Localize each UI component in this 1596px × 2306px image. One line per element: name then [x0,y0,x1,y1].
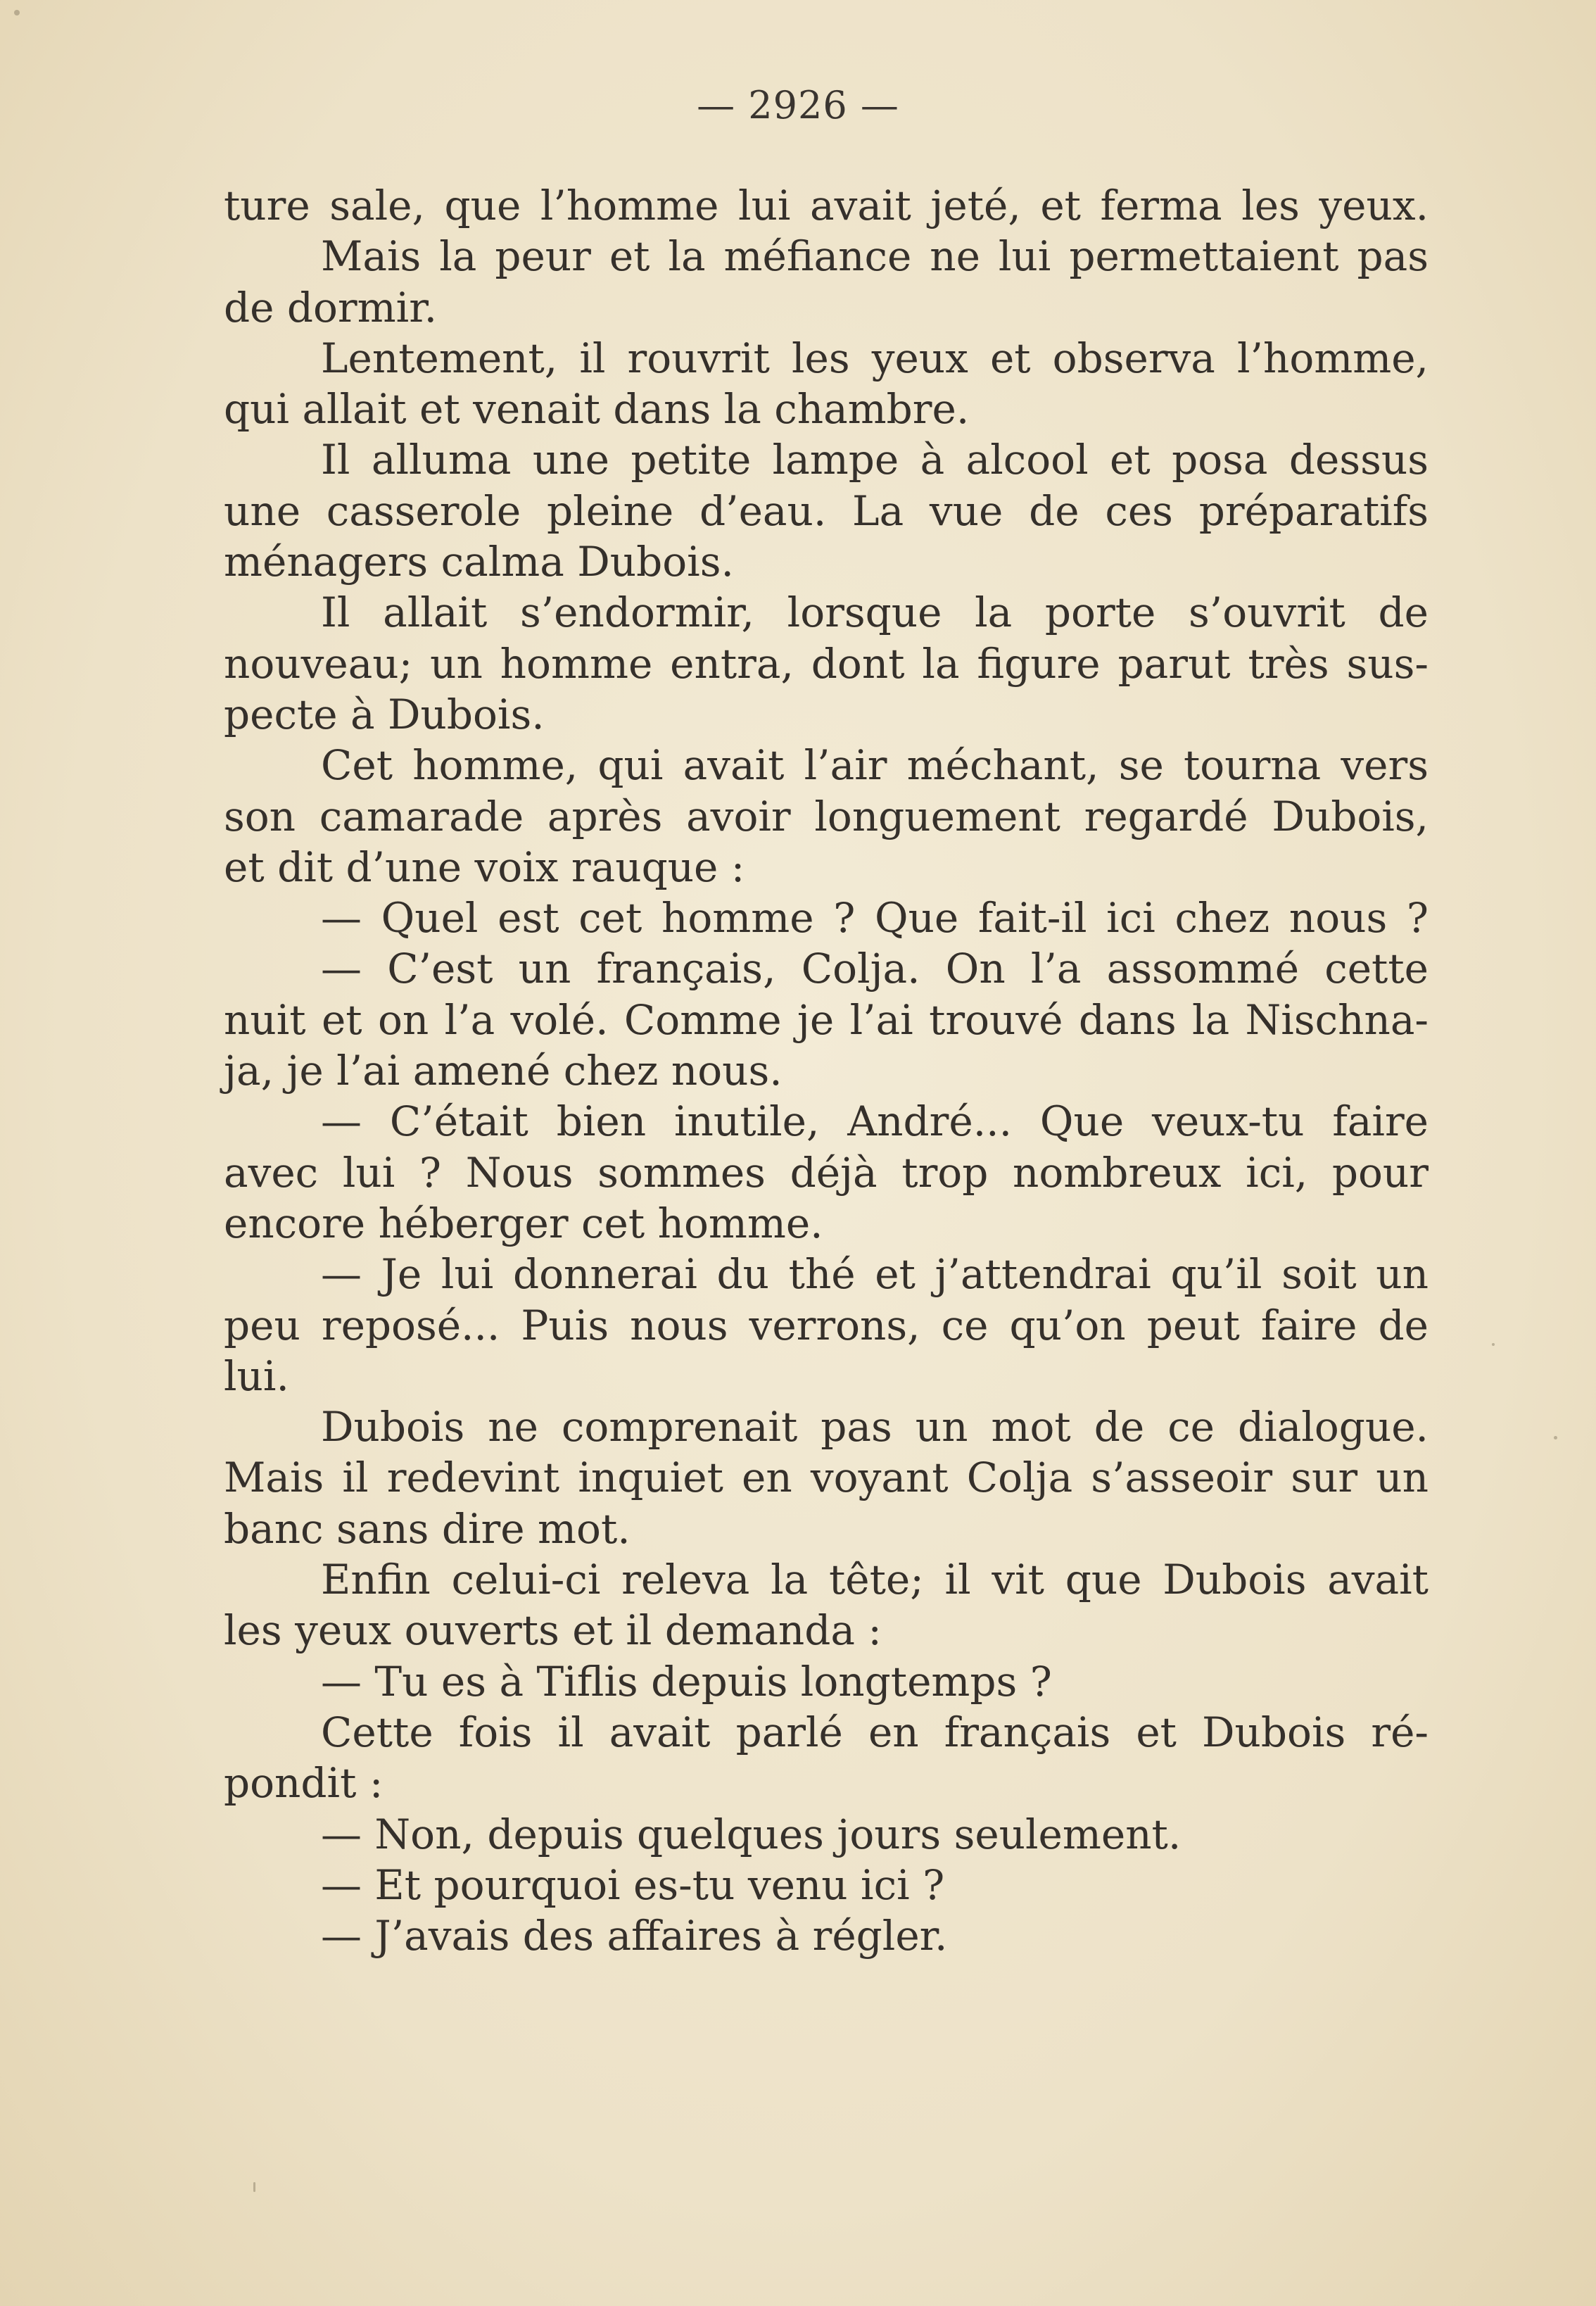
text-line: nuit et on l’a volé. Comme je l’ai trouvé dans la Nischna- [224,995,1429,1044]
paper-speck [1492,1343,1495,1346]
text-line: ture sale, que l’homme lui avait jeté, et ferma les yeux. [224,182,1429,229]
text-line: les yeux ouverts et il demanda : [224,1606,882,1655]
text-line: Cette fois il avait parlé en français et Dubois ré- [321,1708,1429,1756]
text-line: Mais la peur et la méfiance ne lui permettaient pas [321,232,1429,281]
text-line: pecte à Dubois. [224,690,545,738]
paper-speck [253,2182,255,2192]
text-line: une casserole pleine d’eau. La vue de ces préparatifs [224,486,1429,535]
text-line: Enfin celui-ci releva la tête; il vit que Dubois avait [321,1556,1429,1604]
text-line: — Et pourquoi es-tu venu ici ? [321,1860,945,1909]
text-line: encore héberger cet homme. [224,1199,823,1247]
text-line: — Quel est cet homme ? Que fait-il ici chez nous ? [321,894,1429,943]
page-number: — 2926 — [697,83,899,127]
text-line: son camarade après avoir longuement regardé Dubois, [224,792,1429,840]
text-line: Cet homme, qui avait l’air méchant, se tourna vers [321,741,1429,790]
text-line: — J’avais des affaires à régler. [321,1912,948,1960]
paper-speck [1554,1436,1557,1439]
text-line: lui. [224,1352,289,1400]
paper-speck [14,10,20,15]
text-line: Lentement, il rouvrit les yeux et observa l’homme, [321,334,1429,382]
text-line: avec lui ? Nous sommes déjà trop nombreux ici, pour [224,1148,1429,1197]
text-line: et dit d’une voix rauque : [224,843,745,891]
text-line: ménagers calma Dubois. [224,538,734,586]
text-line: Dubois ne comprenait pas un mot de ce dialogue. [321,1403,1429,1451]
text-line: Il alluma une petite lampe à alcool et posa dessus [321,436,1429,484]
body-text [224,180,1429,1961]
text-line: qui allait et venait dans la chambre. [224,385,970,434]
text-line: de dormir. [224,283,437,332]
text-line: — Non, depuis quelques jours seulement. [321,1810,1182,1858]
text-line: pondit : [224,1759,384,1808]
text-line: Mais il redevint inquiet en voyant Colja s’asseoir sur un [224,1454,1429,1502]
text-line: — C’était bien inutile, André... Que veux-tu faire [321,1097,1429,1146]
text-line: — C’est un français, Colja. On l’a assommé cette [321,945,1429,993]
text-line: banc sans dire mot. [224,1504,631,1553]
text-line: ja, je l’ai amené chez nous. [224,1047,783,1095]
text-line: peu reposé... Puis nous verrons, ce qu’on peut faire de [224,1301,1429,1349]
text-line: nouveau; un homme entra, dont la figure parut très sus- [224,639,1429,688]
text-line: — Je lui donnerai du thé et j’attendrai qu’il soit un [321,1250,1429,1299]
text-line: Il allait s’endormir, lorsque la porte s’ouvrit de [321,588,1429,637]
text-line: — Tu es à Tiflis depuis longtemps ? [321,1657,1052,1706]
